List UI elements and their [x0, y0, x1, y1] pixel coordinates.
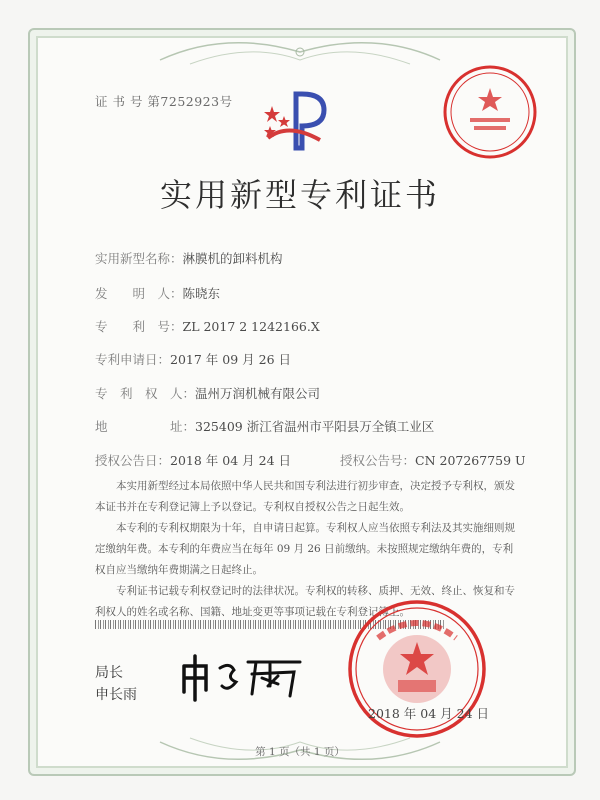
director-title: 局长 — [95, 665, 123, 681]
paragraph-1: 本实用新型经过本局依照中华人民共和国专利法进行初步审查，决定授予专利权，颁发本证书并在专利登记簿上予以登记。专利权自授权公告之日起生效。 — [95, 480, 515, 513]
top-ornament — [150, 30, 450, 70]
signature-date: 2018 年 04 月 24 日 — [368, 706, 489, 721]
certificate-number: 证 书 号 第7252923号 — [95, 94, 233, 109]
field-patentee: 专 利 权 人：温州万润机械有限公司 — [95, 386, 321, 401]
paragraph-3: 专利证书记载专利权登记时的法律状况。专利权的转移、质押、无效、终止、恢复和专利权人的姓名或名称、国籍、地址变更等事项记载在专利登记簿上。 — [95, 585, 515, 618]
director-name: 申长雨 — [95, 687, 137, 703]
field-grant-number: 授权公告号：CN 207267759 U — [340, 453, 526, 468]
field-grant-date: 授权公告日：2018 年 04 月 24 日 — [95, 453, 292, 468]
paragraph-2: 本专利的专利权期限为十年，自申请日起算。专利权人应当依照专利法及其实施细则规定缴纳年费。本专利的年费应当在每年 09 月 26 日前缴纳。未按照规定缴纳年费的，专利权自应当缴纳年费期满之日起终止。 — [95, 522, 515, 576]
certificate-title: 实用新型专利证书 — [159, 176, 440, 214]
field-patent-number: 专 利 号：ZL 2017 2 1242166.X — [95, 319, 320, 334]
field-name: 实用新型名称：淋膜机的卸料机构 — [95, 251, 283, 266]
agency-stamp-icon — [440, 62, 540, 162]
field-application-date: 专利申请日：2017 年 09 月 26 日 — [95, 352, 292, 367]
director-signature — [178, 652, 308, 702]
cnipa-logo-icon — [262, 86, 342, 158]
page-number: 第 1 页（共 1 页） — [255, 746, 345, 758]
field-address: 地 址：325409 浙江省温州市平阳县万全镇工业区 — [95, 419, 435, 434]
field-inventor: 发 明 人：陈晓东 — [95, 286, 221, 301]
